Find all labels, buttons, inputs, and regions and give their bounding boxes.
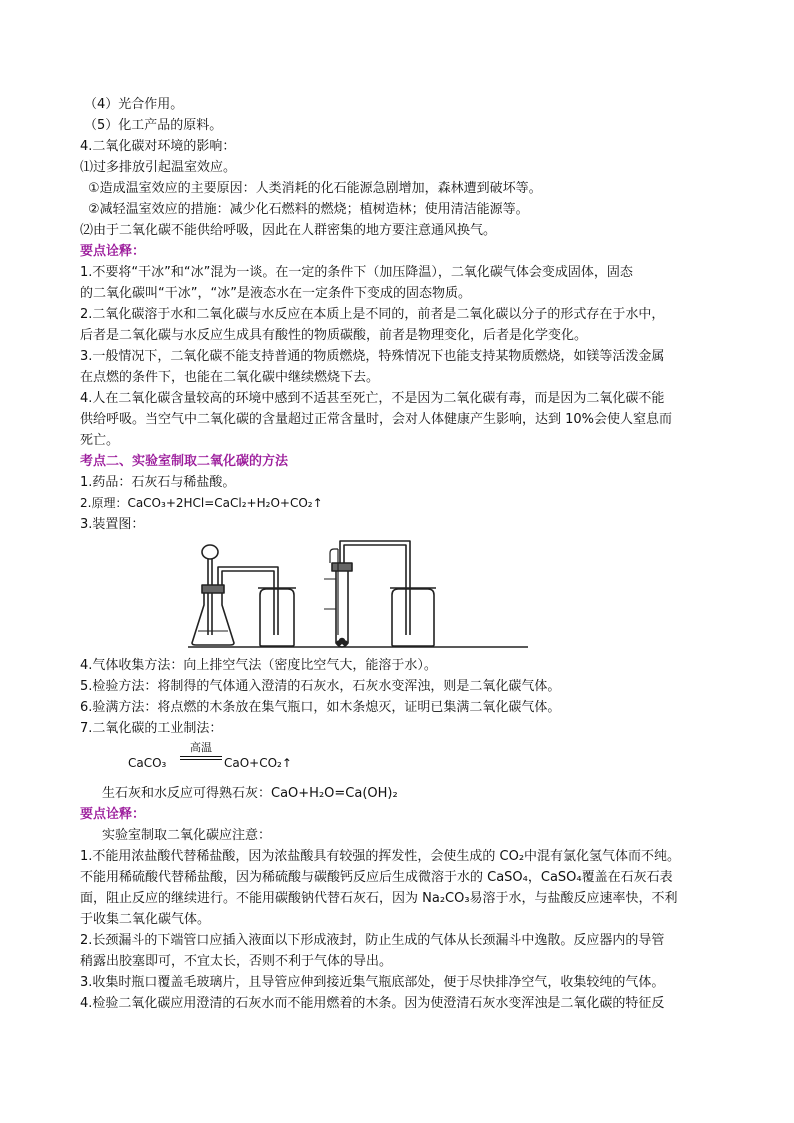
text-line: 3.一般情况下，二氧化碳不能支持普通的物质燃烧，特殊情况下也能支持某物质燃烧，如镁等活泼金属: [80, 349, 665, 364]
text-line: 面，阻止反应的继续进行。不能用碳酸钠代替石灰石，因为 Na₂CO₃易溶于水，与盐酸反应速率快，不利: [80, 891, 678, 906]
equals-bar: [180, 756, 222, 757]
text-line: 1.不要将“干冰”和“冰”混为一谈。在一定的条件下（加压降温），二氧化碳气体会变成固体，固态: [80, 265, 633, 280]
text-line: 4.检验二氧化碳应用澄清的石灰水而不能用燃着的木条。因为使澄清石灰水变浑浊是二氧化碳的特征反: [80, 996, 665, 1011]
document-page: [80, 94, 720, 1014]
text-line: （5）化工产品的原料。: [84, 118, 223, 133]
text-line: 实验室制取二氧化碳应注意：: [102, 828, 272, 843]
text-line: 死亡。: [80, 433, 120, 448]
equation-condition: 高温: [190, 741, 212, 754]
gas-collecting-bottle: [392, 589, 434, 646]
section-heading-exam-point-2: 考点二、实验室制取二氧化碳的方法: [80, 454, 289, 469]
equals-bar: [180, 759, 222, 760]
flask-stopper: [202, 585, 224, 593]
text-line: （4）光合作用。: [84, 97, 184, 112]
equation-products: CaO+CO₂↑: [224, 756, 292, 770]
text-line: 5.检验方法：将制得的气体通入澄清的石灰水，石灰水变浑浊，则是二氧化碳气体。: [80, 679, 561, 694]
text-line: 稍露出胶塞即可，不宜太长，否则不利于气体的导出。: [80, 954, 393, 969]
text-line: ①造成温室效应的主要原因：人类消耗的化石能源急剧增加，森林遭到破坏等。: [88, 181, 542, 196]
text-line: 在点燃的条件下，也能在二氧化碳中继续燃烧下去。: [80, 370, 380, 385]
text-line: 不能用稀硫酸代替稀盐酸，因为稀硫酸与碳酸钙反应后生成微溶于水的 CaSO₄，CaSO₄覆盖在石灰石表: [80, 870, 673, 885]
text-line: 生石灰和水反应可得熟石灰：CaO+H₂O=Ca(OH)₂: [102, 786, 398, 801]
text-line: ⑵由于二氧化碳不能供给呼吸，因此在人群密集的地方要注意通风换气。: [80, 223, 497, 238]
delivery-tube: [218, 567, 278, 635]
funnel-stem: [208, 559, 212, 635]
text-line: 4.人在二氧化碳含量较高的环境中感到不适甚至死亡，不是因为二氧化碳有毒，而是因为二氧化碳不能: [80, 391, 665, 406]
section-heading: 4.二氧化碳对环境的影响：: [80, 139, 236, 154]
text-line: 3.装置图：: [80, 517, 145, 532]
lab-apparatus-diagram: [188, 539, 528, 651]
industrial-equation: [128, 739, 720, 783]
reaction-principle: 2.原理：CaCO₃+2HCl=CaCl₂+H₂O+CO₂↑: [80, 496, 323, 510]
text-line: 的二氧化碳叫“干冰”，“冰”是液态水在一定条件下变成的固态物质。: [80, 286, 471, 301]
gas-collecting-bottle: [260, 589, 294, 646]
equation-reactant: CaCO₃: [128, 756, 167, 770]
text-line: 7.二氧化碳的工业制法：: [80, 721, 223, 736]
text-line: 供给呼吸。当空气中二氧化碳的含量超过正常含量时，会对人体健康产生影响，达到 10%会使人窒息而: [80, 412, 673, 427]
text-line: ⑴过多排放引起温室效应。: [80, 160, 237, 175]
text-line: 1.不能用浓盐酸代替稀盐酸，因为浓盐酸具有较强的挥发性，会使生成的 CO₂中混有氯化氢气体而不纯。: [80, 849, 681, 864]
text-line: 2.二氧化碳溶于水和二氧化碳与水反应在本质上是不同的，前者是二氧化碳以分子的形式存在于水中，: [80, 307, 665, 322]
text-line: 后者是二氧化碳与水反应生成具有酸性的物质碳酸，前者是物理变化，后者是化学变化。: [80, 328, 588, 343]
tube-stopper: [332, 563, 352, 571]
text-line: 3.收集时瓶口覆盖毛玻璃片，且导管应伸到接近集气瓶底部处，便于尽快排净空气，收集较纯的气体。: [80, 975, 665, 990]
funnel-bulb: [202, 545, 218, 559]
erlenmeyer-flask: [192, 591, 234, 645]
key-points-heading: 要点诠释：: [80, 807, 146, 822]
text-line: 2.长颈漏斗的下端管口应插入液面以下形成液封，防止生成的气体从长颈漏斗中逸散。反应器内的导管: [80, 933, 665, 948]
key-points-heading: 要点诠释：: [80, 244, 146, 259]
text-line: 6.验满方法：将点燃的木条放在集气瓶口，如木条熄灭，证明已集满二氧化碳气体。: [80, 700, 561, 715]
text-line: 1.药品：石灰石与稀盐酸。: [80, 475, 236, 490]
text-line: ②减轻温室效应的措施：减少化石燃料的燃烧；植树造林；使用清洁能源等。: [88, 202, 529, 217]
text-line: 4.气体收集方法：向上排空气法（密度比空气大，能溶于水）。: [80, 658, 437, 673]
text-line: 于收集二氧化碳气体。: [80, 912, 211, 927]
